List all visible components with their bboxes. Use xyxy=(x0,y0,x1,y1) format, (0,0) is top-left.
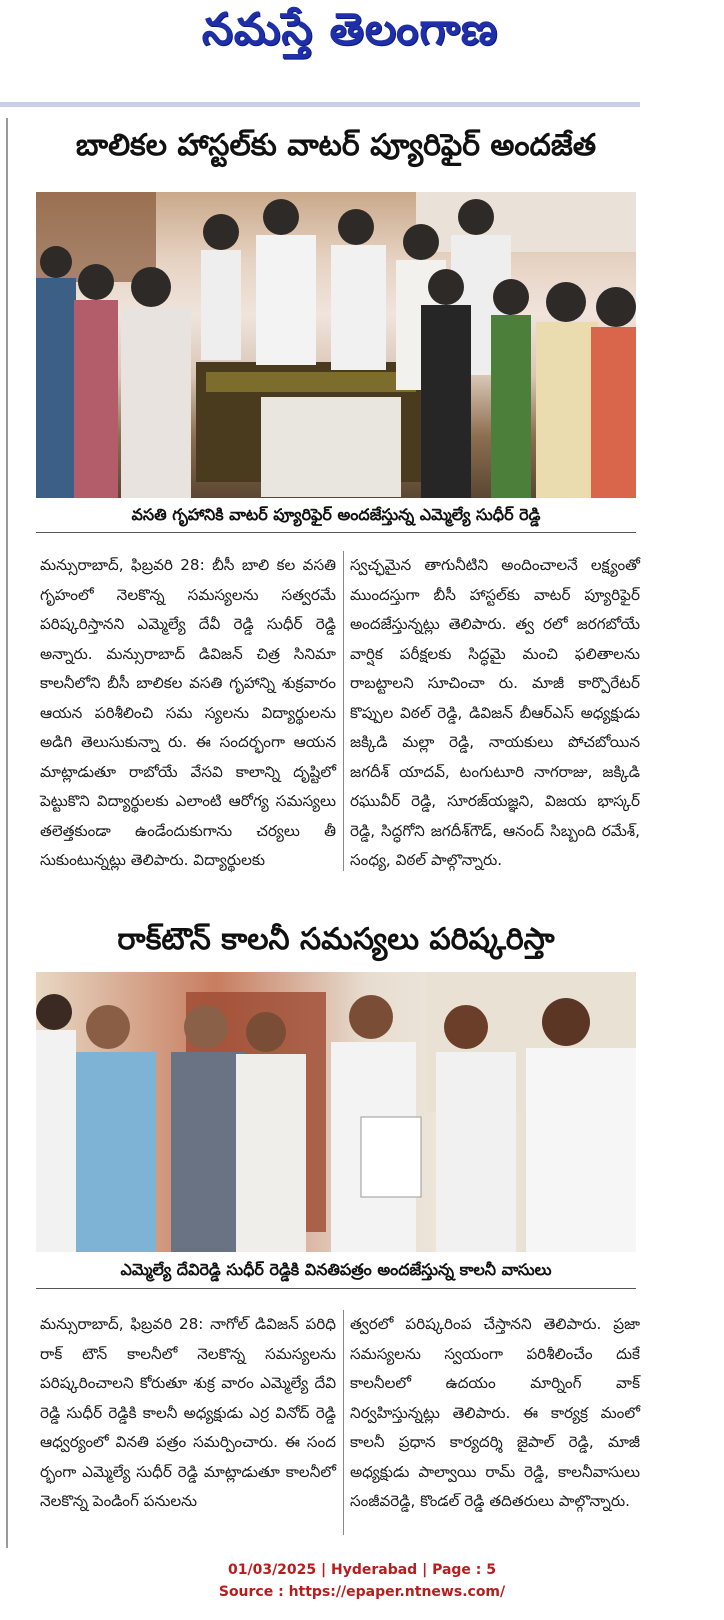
article2-column-divider xyxy=(343,1310,344,1535)
article2-headline: రాక్‌టౌన్ కాలనీ సమస్యలు పరిష్కరిస్తా xyxy=(117,922,555,957)
article1-photo-illustration xyxy=(36,192,636,498)
article2-caption-rule xyxy=(36,1288,636,1289)
article2-caption: ఎమ్మెల్యే దేవిరెడ్డి సుధీర్ రెడ్డికి వినతిపత్రం అందజేస్తున్న కాలనీ వాసులు xyxy=(120,1260,552,1279)
article1-headline: బాలికల హాస్టల్‌కు వాటర్ ప్యూరిఫైర్ అందజేత xyxy=(75,128,597,163)
masthead-divider xyxy=(0,102,640,107)
article1-column-1: మన్సురాబాద్, ఫిబ్రవరి 28: బీసీ బాలి కల వసతి గృహంలో నెలకొన్న సమస్యలను సత్వరమే పరిష్కరిస్తానని ఎమ్మెల్యే దేవీ రెడ్డి సుధీర్ రెడ్డి అన్నారు. మన్సురాబాద్ డివిజన్ చిత్ర సినిమా కాలనీలోని బీసీ బాలికల వసతి గృహాన్ని శుక్రవారం ఆయన పరిశీలించి సమ స్యలను విద్యార్థులను అడిగి తెలుసుకున్నా రు. ఈ సందర్భంగా ఆయన మాట్లాడుతూ రాబోయే వేసవి కాలాన్ని దృష్టిలో పెట్టుకొని విద్యార్థులకు ఎలాంటి ఆరోగ్య సమస్యలు తలెత్తకుండా ఉండేందుకుగాను చర్యలు తీ సుకుంటున్నట్లు తెలిపారు. విద్యార్థులకు xyxy=(40,556,336,869)
article2-column-2: త్వరలో పరిష్కరింప చేస్తానని తెలిపారు. ప్రజా సమస్యలను స్వయంగా పరిశీలించేం దుకే కాలనీలలో ఉదయం మార్నింగ్ వాక్ నిర్వహిస్తున్నట్లు తెలిపారు. ఈ కార్యక్ర మంలో కాలనీ ప్రధాన కార్యదర్శి జైపాల్ రెడ్డి, మాజీ అధ్యక్షుడు పాల్వాయి రామ్ రెడ్డి, కాలనీవాసులు సంజీవరెడ్డి, కొండల్ రెడ్డి తదితరులు పాల్గొన్నారు. xyxy=(350,1315,640,1510)
article1-column-2: స్వచ్ఛమైన తాగునీటిని అందించాలనే లక్ష్యంతో ముందస్తుగా బీసీ హాస్టల్‌కు వాటర్ ప్యూరిఫైర్ అందజేస్తున్నట్లు తెలిపారు. త్వ రలో జరగబోయే వార్షిక పరీక్షలకు సిద్ధమై మంచి ఫలితాలను రాబట్టాలని సూచించా రు. మాజీ కార్పొరేటర్ కొప్పుల విఠల్ రెడ్డి, డివిజన్ బీఆర్ఎస్ అధ్యక్షుడు జక్కిడి మల్లా రెడ్డి, నాయకులు పోచబోయిన జగదీశ్ యాదవ్, టంగుటూరి నాగరాజు, జక్కిడి రఘువీర్ రెడ్డి, సూరజ్‌యజ్ఞని, విజయ భాస్కర్ రెడ్డి, సిద్ధగోని జగదీశ్‌గౌడ్, ఆనంద్ సిబ్బంది రమేశ్, సంధ్య, విఠల్ పాల్గొన్నారు. xyxy=(350,556,640,869)
article1-caption-rule xyxy=(36,532,636,533)
footer-dateline: 01/03/2025 | Hyderabad | Page : 5 xyxy=(227,1562,497,1578)
article1-photo xyxy=(36,192,636,498)
article2-photo xyxy=(36,972,636,1252)
article2-column-1: మన్సురాబాద్, ఫిబ్రవరి 28: నాగోల్ డివిజన్ పరిధి రాక్ టౌన్ కాలనీలో నెలకొన్న సమస్యలను పరిష్కరించాలని కోరుతూ శుక్ర వారం ఎమ్మెల్యే దేవి రెడ్డి సుధీర్ రెడ్డికి కాలనీ అధ్యక్షుడు ఎర్ర వినోద్ రెడ్డి ఆధ్వర్యంలో వినతి పత్రం సమర్పించారు. ఈ సంద ర్భంగా ఎమ్మెల్యే సుధీర్ రెడ్డి మాట్లాడుతూ కాలనీలో నెలకొన్న పెండింగ్ పనులను xyxy=(40,1315,336,1510)
footer-source-link[interactable]: Source : https://epaper.ntnews.com/ xyxy=(218,1584,506,1600)
masthead-title: నమస్తే తెలంగాణ xyxy=(201,4,499,55)
article1-column-divider xyxy=(343,551,344,871)
left-column-rule xyxy=(6,118,8,1548)
article2-photo-illustration xyxy=(36,972,636,1252)
masthead xyxy=(0,0,640,100)
article1-caption: వసతి గృహానికి వాటర్ ప్యూరిఫైర్ అందజేస్తున్న ఎమ్మెల్యే సుధీర్ రెడ్డి xyxy=(131,505,541,524)
